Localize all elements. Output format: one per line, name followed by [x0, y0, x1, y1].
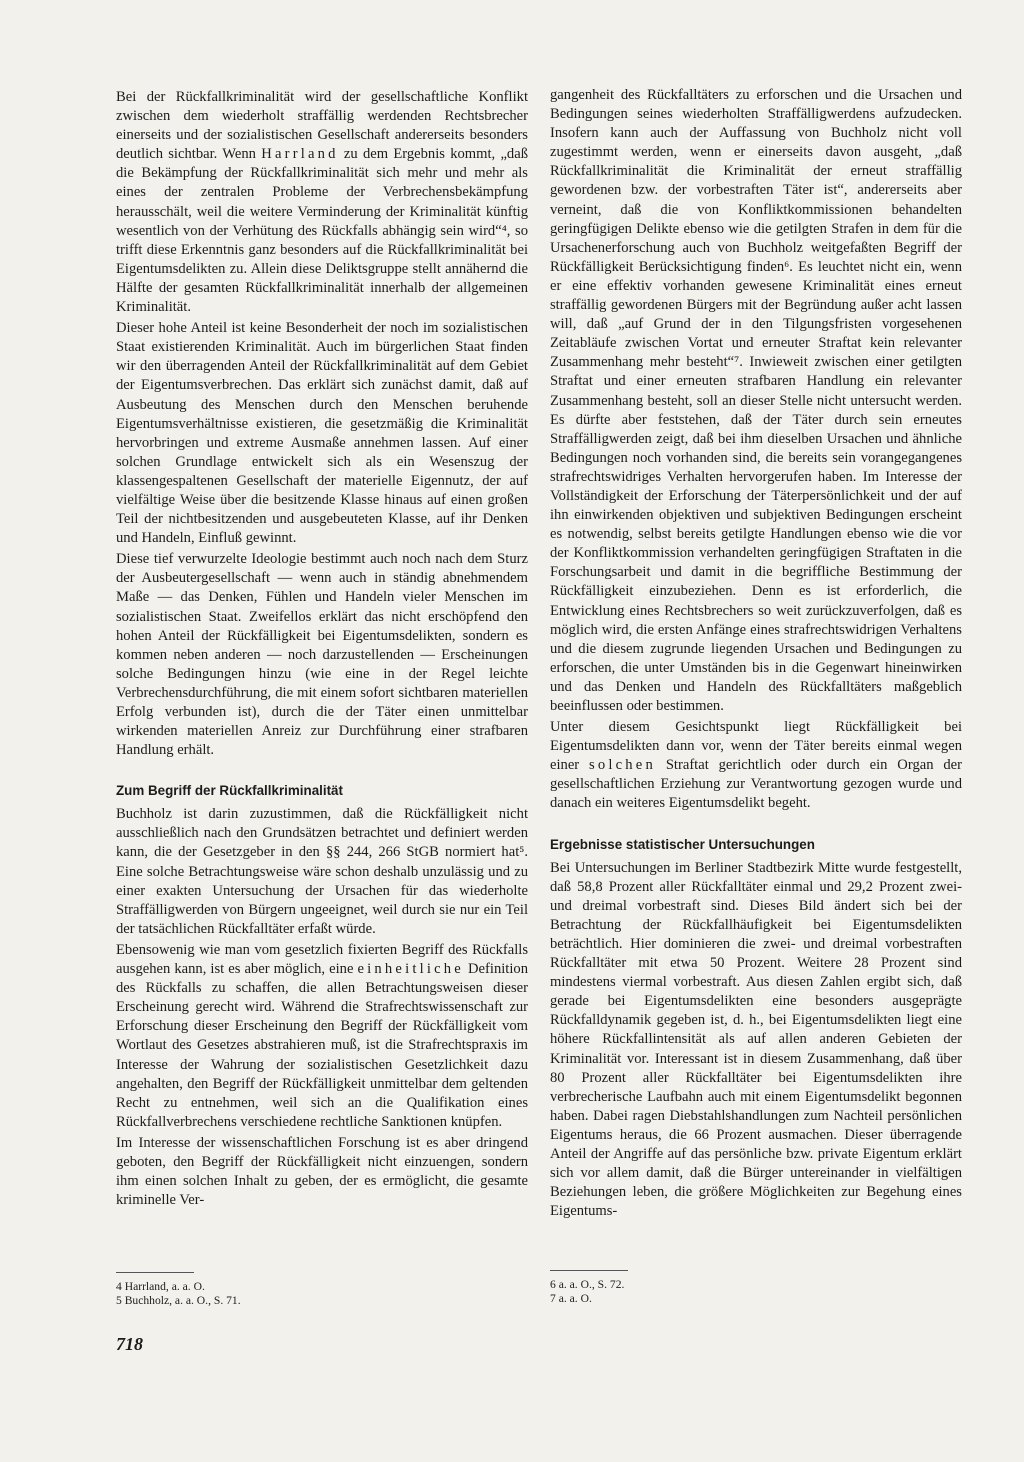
paragraph: Bei der Rückfallkriminalität wird der gesellschaftliche Konflikt zwischen dem wiederholt straffällig werdenden Rechtsbrecher einerseits und der sozialistischen Gesellschaft andererseits besonders deutlich sichtbar. Wenn Harrland zu dem Ergebnis kommt, „daß die Bekämpfung der Rückfallkriminalität sich mehr und mehr als eines der zentralen Probleme der Verbrechensbekämpfung herausschält, weil die weitere Verminderung der Kriminalität künftig wesentlich von der Verhütung des Rückfalls abhängig sein wird“⁴, so trifft diese Erkenntnis ganz besonders auf die Rückfallkriminalität bei Eigentumsdelikten zu. Allein diese Deliktsgruppe stellt annähernd die Hälfte der gesamten Rückfallkriminalität innerhalb der allgemeinen Kriminalität. — [116, 89, 528, 316]
paragraph: Bei Untersuchungen im Berliner Stadtbezirk Mitte wurde festgestellt, daß 58,8 Prozent aller Rückfalltäter einmal und 29,2 Prozent zwei- und dreimal vorbestraft sind. Dieses Bild ändert sich bei der Betrachtung der Rückfallhäufigkeit bei Eigentumsdelikten beträchtlich. Hier dominieren die zwei- und dreimal vorbestraften Rückfalltäter mit etwa 50 Prozent. Weitere 28 Prozent sind mindestens viermal vorbestraft. Aus diesen Zahlen ergibt sich, daß gerade bei Eigentumsdelikten eine besonders ausgeprägte Rückfalldynamik gegeben ist, d. h., bei Eigentumsdelikten liegt eine höhere Rückfallintensität als auf allen anderen Gebieten der Kriminalität vor. Interessant ist in diesem Zusammenhang, daß über 80 Prozent aller Rückfalltäter bei Eigentumsdelikten ihre verbrecherische Laufbahn auch mit einem Eigentumsdelikt begonnen haben. Dabei ragen Diebstahlshandlungen zum Nachteil persönlichen Eigentums heraus, die 66 Prozent ausmachen. Dieser überragende Anteil der Angriffe auf das persönliche bzw. private Eigentum erklärt sich vor allem damit, daß die Bürger untereinander in vielfältigen Beziehungen leben, die größere Möglichkeiten zur Begehung eines Eigentums- — [550, 859, 962, 1220]
page-number: 718 — [116, 1334, 143, 1354]
footnote-rule — [550, 1270, 628, 1271]
footnotes-right — [550, 1278, 624, 1306]
paragraph: Im Interesse der wissenschaftlichen Forschung ist es aber dringend geboten, den Begriff der Rückfälligkeit nicht einzuengen, sondern ihm einen solchen Inhalt zu geben, der es ermöglicht, die gesamte kriminelle Ver- — [116, 1134, 528, 1209]
paragraph: Unter diesem Gesichtspunkt liegt Rückfälligkeit bei Eigentumsdelikten dann vor, wenn der Täter bereits einmal wegen einer solchen Straftat gerichtlich oder durch ein Organ der gesellschaftlichen Erziehung zur Verantwortung gezogen wurde und danach ein weiteres Eigentumsdelikt begeht. — [550, 719, 962, 812]
spaced-emphasis: solchen — [589, 757, 656, 774]
paragraph: Dieser hohe Anteil ist keine Besonderheit der noch im sozialistischen Staat existierenden Kriminalität. Auch im bürgerlichen Staat finden wir den überragenden Anteil der Rückfallkriminalität auf dem Gebiet der Eigentumsverbrechen. Das erklärt sich zunächst damit, daß auf Ausbeutung des Menschen durch den Menschen beruhende Eigentumsverhältnisse existieren, die gesetzmäßig die Kriminalität hervorbringen und extreme Ausmaße annehmen lassen. Auf einer solchen Grundlage entwickelt sich als ein Wesenszug der klassengespaltenen Gesellschaft der materielle Eigennutz, der auf vielfältige Weise über die besitzende Klasse hinaus auf einen großen Teil der nichtbesitzenden und ausgebeuteten Klasse, auf ihr Denken und Handeln, Einfluß gewinnt. — [116, 320, 528, 547]
paragraph: gangenheit des Rückfalltäters zu erforschen und die Ursachen und Bedingungen seines wiederholten Straffälligwerdens aufzudecken. Insofern kann auch der Auffassung von Buchholz nicht voll zugestimmt werden, wenn er einerseits davon ausgeht, „daß Rückfallkriminalität die Kriminalität der erneut straffällig gewordenen bzw. der vorbestraften Täter ist“, andererseits aber verneint, daß die von Konfliktkommissionen behandelten geringfügigen Delikte ebenso wie die getilgten Strafen in dem für die Ursachenerforschung auch von Buchholz weitgefaßten Begriff der Rückfälligkeit Berücksichtigung finden⁶. Es leuchtet nicht ein, wenn er eine effektiv vorhanden gewesene Kriminalität eines erneut straffällig gewordenen Bürgers mit der Begründung außer acht lassen will, daß „auf Grund der in den Tilgungsfristen vorgesehenen Zeitabläufe zwischen Vortat und erneuter Straftat kein relevanter Zusammenhang mehr besteht“⁷. Inwieweit zwischen einer getilgten Straftat und einer erneuten strafbaren Handlung ein relevanter Zusammenhang besteht, soll an dieser Stelle nicht untersucht werden. Es dürfte aber feststehen, daß der Täter durch sein erneutes Straffälligwerden zeigt, daß bei ihm dieselben Ursachen und ähnliche Bedingungen noch vorhanden sind, die bereits sein vorangegangenes strafrechtswidriges Verhalten hervorgerufen haben. Im Interesse der Vollständigkeit der Erforschung der Täterpersönlichkeit und der auf ihn einwirkenden objektiven und subjektiven Bedingungen erscheint es notwendig, selbst bereits getilgte Handlungen ebenso wie die vor der Konfliktkommission verhandelten geringfügigen Straftaten in die Forschungsarbeit und damit in die begriffliche Bestimmung der Rückfälligkeit einzubeziehen. Denn es ist erforderlich, die Entwicklung eines Rechtsbrechers so weit zurückzuverfolgen, daß es möglich wird, die ersten Anfänge eines strafrechtswidrigen Verhaltens und die diesem zugrunde liegenden Ursachen und Bedingungen zu erforschen, die unter Umständen bis in die Gegenwart hineinwirken und das Denken und Handeln des Rückfalltäters maßgeblich beeinflussen oder bestimmen. — [550, 87, 962, 714]
footnotes-left — [116, 1280, 241, 1308]
footnote: 4 Harrland, a. a. O. — [116, 1280, 205, 1293]
footnote: 5 Buchholz, a. a. O., S. 71. — [116, 1294, 241, 1307]
spaced-emphasis: einheitliche — [357, 961, 464, 978]
footnote: 7 a. a. O. — [550, 1292, 592, 1305]
right-column — [550, 86, 962, 1223]
section-heading: Ergebnisse statistischer Untersuchungen — [550, 836, 815, 852]
paragraph: Buchholz ist darin zuzustimmen, daß die Rückfälligkeit nicht ausschließlich nach den Grundsätzen betrachtet und definiert werden kann, die der Gesetzgeber in den §§ 244, 266 StGB normiert hat⁵. Eine solche Betrachtungsweise wäre schon deshalb unzulässig und zu einer exakten Untersuchung der Ursachen für das wiederholte Straffälligwerden von Bürgern ungeeignet, weil durch sie nur ein Teil der tatsächlichen Rückfalltäter erfaßt würde. — [116, 806, 528, 937]
paragraph: Ebensowenig wie man vom gesetzlich fixierten Begriff des Rückfalls ausgehen kann, ist es aber möglich, eine einheitliche Definition des Rückfalls zu schaffen, die allen Betrachtungsweisen dieser Erscheinung gerecht wird. Während die Strafrechtswissenschaft zur Erforschung dieser Erscheinung den Begriff der Rückfälligkeit vom Wortlaut des Gesetzes abstrahieren muß, ist die Strafrechtspraxis im Interesse der Wahrung der sozialistischen Gesetzlichkeit dazu angehalten, den Begriff der Rückfälligkeit unmittelbar dem geltenden Recht zu entnehmen, weil sich an die Qualifikation eines Rückfallverbrechens verschiedene rechtliche Sanktionen knüpfen. — [116, 941, 528, 1130]
spaced-name: Harrland — [261, 146, 339, 163]
section-heading: Zum Begriff der Rückfallkriminalität — [116, 783, 343, 799]
footnote-rule — [116, 1272, 194, 1273]
left-column — [116, 88, 528, 1212]
paragraph: Diese tief verwurzelte Ideologie bestimmt auch noch nach dem Sturz der Ausbeutergesellschaft — wenn auch in ständig abnehmendem Maße — das Denken, Fühlen und Handeln vieler Menschen im sozialistischen Staat. Zweifellos erklärt das nicht erschöpfend den hohen Anteil der Rückfälligkeit bei Eigentumsdelikten, sondern es kommen neben anderen — noch darzustellenden — Erscheinungen solche Bedingungen hinzu (wie eine in der Regel leichte Verbrechensdurchführung, die mit einem sofort sichtbaren materiellen Erfolg verbunden ist), durch die der Täter einen unmittelbar wirkenden materiellen Anreiz zur Durchführung einer strafbaren Handlung erhält. — [116, 551, 528, 759]
footnote: 6 a. a. O., S. 72. — [550, 1278, 625, 1291]
